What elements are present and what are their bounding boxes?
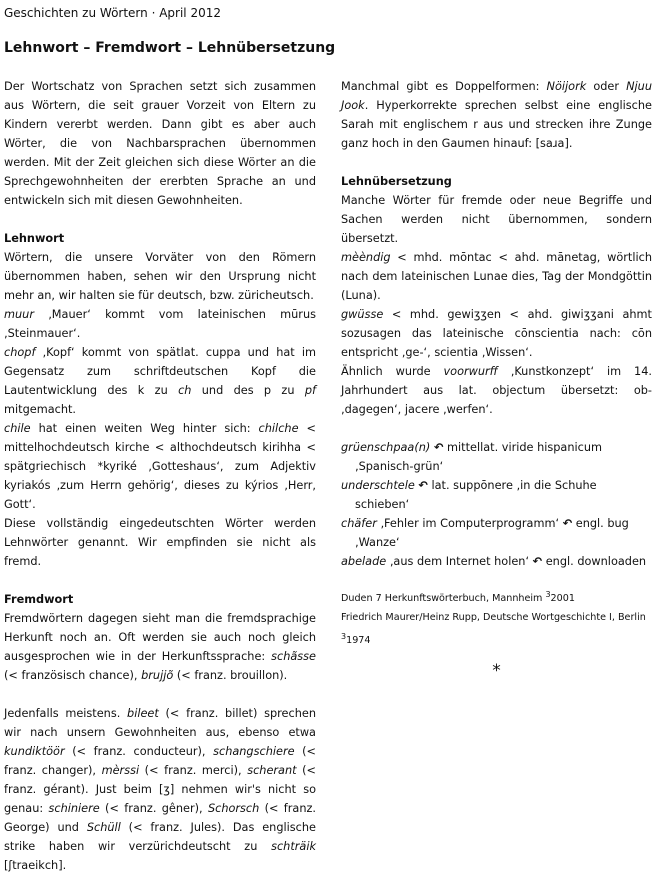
section-heading-lehnuebersetzung: Lehnübersetzung [341, 175, 452, 188]
section-heading-fremdwort: Fremdwort [4, 593, 74, 606]
fremdwort-paragraph-2: Jedenfalls meistens. bileet (< franz. billet) sprechen wir nach unsern Gewohnheiten aus, ebenso etwa kundiktöör (< franz. conducteur), schangschiere (< franz. changer), mèrssi (< franz. merci), scherant (< franz. gérant). Just beim [ʒ] nehmen wir's nicht so genau: schiniere (< franz. gêner), Schorsch (< franz. George) und Schüll (< franz. Jules). Das englische strike haben wir verzürichdeutscht zu schträik [ʃtraeikch]. [4, 707, 317, 872]
list-item: chäfer ‚Fehler im Computerprogramm‘ ↶ engl. bug ‚Wanze‘ [341, 517, 629, 549]
list-item: abelade ‚aus dem Internet holen‘ ↶ engl. downloaden [341, 555, 647, 568]
lehnuebersetzung-example-3: Ähnlich wurde voorwurff ‚Kunstkonzept‘ im 14. Jahrhundert aus lat. objectum übersetzt: ob- ‚dagegen‘, jacere ‚werfen‘. [341, 365, 652, 416]
lehnuebersetzung-example-2: gwüsse < mhd. gewiʒʒen < ahd. giwiʒʒani ahmt sozusagen das lateinische cōnscientia nach: cōn entspricht ‚ge-‘, scientia ‚Wissen‘. [341, 308, 652, 359]
lehnwort-text: Wörtern, die unsere Vorväter von den Römern übernommen haben, sehen wir den Ursprung nicht mehr an, wir halten sie für deutsch, bzw. züricheutsch. [4, 251, 316, 302]
running-header: Geschichten zu Wörtern · April 2012 [4, 6, 221, 20]
term: chile [4, 422, 31, 435]
fremdwort-text: Fremdwörtern dagegen sieht man die fremdsprachige Herkunft noch an. Oft werden sie auch noch gleich ausgesprochen wie in der Herkunftssprache: schãsse (< französisch chance), brujjõ (< franz. brouillon). [4, 612, 316, 682]
end-mark: * [492, 661, 501, 682]
doppelformen-paragraph: Manchmal gibt es Doppelformen: Nöijork oder Njuu Jook. Hyperkorrekte sprechen selbst eine englische Sarah mit englischem r aus und strecken ihre Zunge ganz hoch in den Gaumen hinauf: [saɹa]. [341, 80, 653, 150]
references [341, 585, 652, 650]
intro-paragraph: Der Wortschatz von Sprachen setzt sich zusammen aus Wörtern, die seit grauer Vorzeit von Eltern zu Kindern vererbt werden. Dann gibt es aber auch Wörter, die von Nachbarsprachen übernommen werden. Mit der Zeit gleichen sich diese Wörter an die Sprechgewohnheiten der ererbten Sprache an und entwickeln sich mit diesen Gewohnheiten. [4, 80, 316, 207]
curved-arrow-icon: ↶ [532, 555, 543, 568]
curved-arrow-icon: ↶ [418, 479, 428, 492]
section-heading-lehnwort: Lehnwort [4, 232, 65, 245]
left-column [4, 77, 316, 875]
lehnwort-closing: Diese vollständig eingedeutschten Wörter werden Lehnwörter genannt. Wir empfinden sie nicht als fremd. [4, 517, 316, 568]
term: muur [4, 308, 34, 321]
lehnwort-example-chopf: chopf ‚Kopf‘ kommt von spätlat. cuppa und hat im Gegensatz zum schriftdeutschen Kopf die Lautentwicklung des k zu ch und des p zu pf mitgemacht. [4, 346, 316, 416]
lehnuebersetzung-text: Manche Wörter für fremde oder neue Begriffe und Sachen werden nicht übernommen, sondern übersetzt. [341, 194, 652, 245]
lehnwort-example-muur: muur ‚Mauer‘ kommt vom lateinischen mūrus ‚Steinmauer‘. [4, 308, 316, 340]
list-item: underschtele ↶ lat. suppōnere ‚in die Schuhe schieben‘ [341, 479, 597, 511]
reference-item: Duden 7 Herkunftswörterbuch, Mannheim $^3$2001 [341, 590, 575, 605]
right-column [341, 77, 652, 681]
curved-arrow-icon: ↶ [562, 517, 573, 530]
lehnuebersetzung-example-1: mèèndig < mhd. mōntac < ahd. mānetag, wörtlich nach dem lateinischen Lunae dies, Tag der Mondgöttin (Luna). [341, 251, 652, 302]
term: chopf [4, 346, 36, 359]
example-list [341, 438, 652, 571]
article-title: Lehnwort – Fremdwort – Lehnübersetzung [4, 40, 336, 56]
lehnwort-example-chile: chile hat einen weiten Weg hinter sich: chilche < mittelhochdeutsch kirche < althochdeutsch kirihha < spätgriechisch *kyriké ‚Gotteshaus‘, zum Adjektiv kyriakós ‚zum Herrn gehörig‘, dieses zu kýrios ‚Herr, Gott‘. [4, 422, 316, 511]
curved-arrow-icon: ↶ [433, 441, 444, 454]
list-item: grüenschpaa(n) ↶ mittellat. viride hispanicum ‚Spanisch-grün‘ [341, 441, 603, 473]
reference-item: Friedrich Maurer/Heinz Rupp, Deutsche Wortgeschichte I, Berlin $^3$1974 [341, 612, 646, 647]
